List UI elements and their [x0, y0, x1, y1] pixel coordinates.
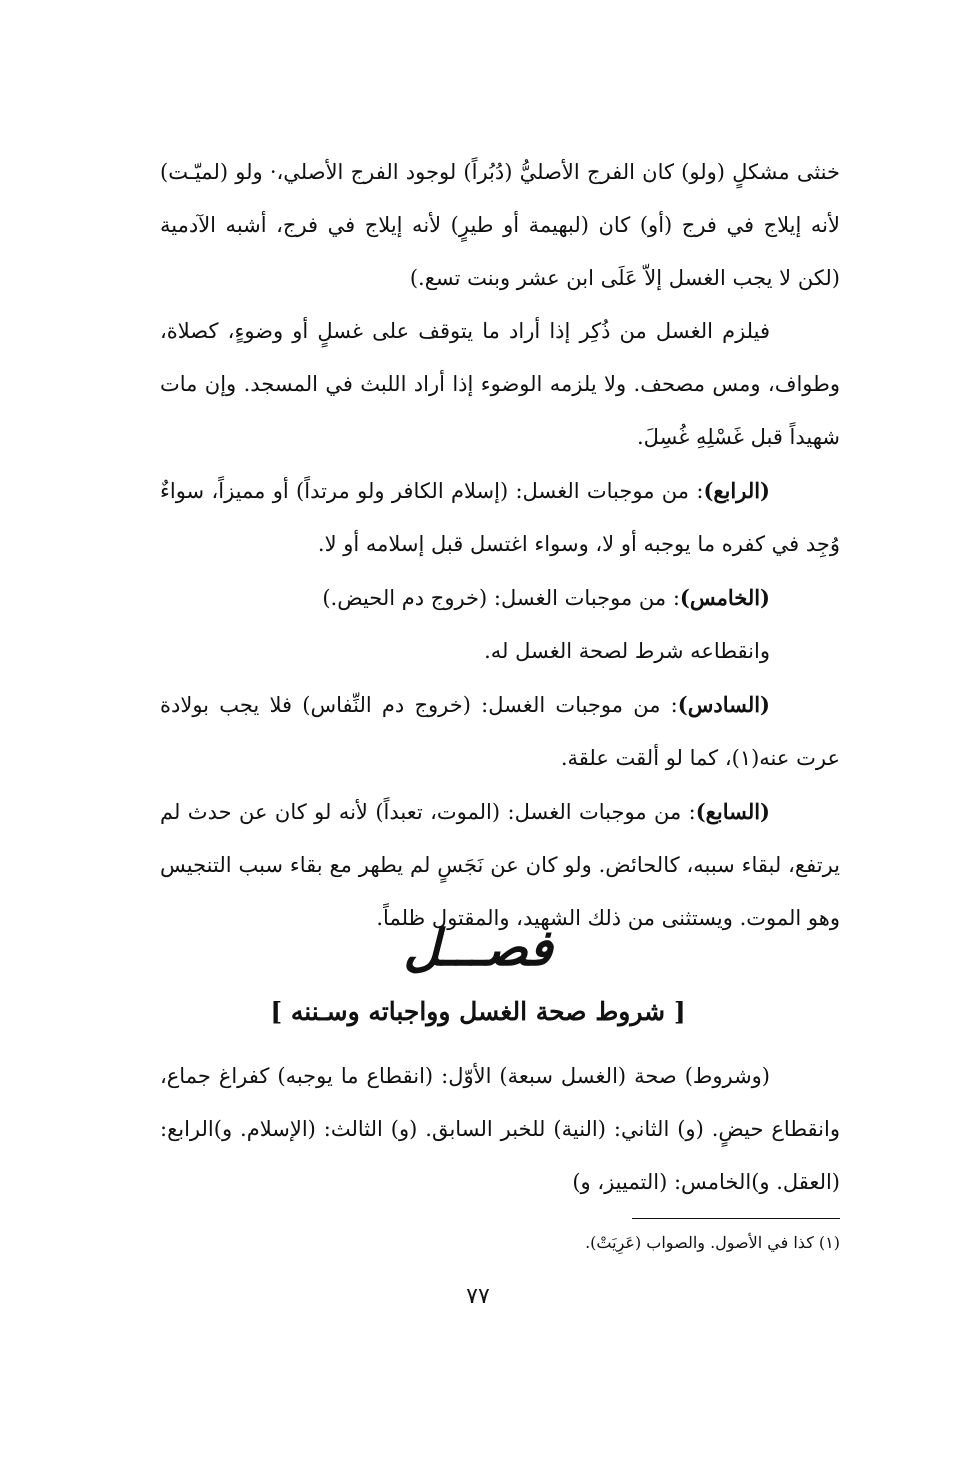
paragraph-text: خنثى مشكلٍ (ولو) كان الفرج الأصليُّ (دُبُراً) لوجود الفرج الأصلي،· ولو (لميّـت) لأنه إيلاج في فرج (أو) كان (لبهيمة أو طيرٍ) لأنه إيلاج في فرج، أشبه الآدمية (لكن لا يجب الغسل إلاّ عَلَى ابن عشر وبنت تسع.) — [160, 160, 840, 290]
page-number: ٧٧ — [466, 1284, 490, 1309]
paragraph-6 — [160, 678, 840, 785]
paragraph-2 — [160, 305, 840, 464]
paragraph-5 — [160, 625, 840, 678]
paragraph-text: وانقطاعه شرط لصحة الغسل له. — [484, 639, 770, 663]
paragraph-lead: (الرابع) — [703, 478, 770, 503]
section-heading: فصـــل — [403, 918, 553, 977]
paragraph-lead: (الخامس) — [679, 585, 770, 610]
paragraph-lead: (السادس) — [677, 692, 770, 717]
paragraph-text: : من موجبات الغسل: (الموت، تعبداً) لأنه لو كان عن حدث لم يرتفع، لبقاء سببه، كالحائض. ولو كان عن نَجَسٍ لم يطهر مع بقاء سبب التنجيس وهو الموت. ويستثنى من ذلك الشهيد، والمقتول ظلماً. — [160, 800, 840, 930]
body-text-top — [160, 146, 840, 945]
footnote-separator — [632, 1218, 840, 1219]
paragraph-1 — [160, 146, 840, 305]
footnote: (١) كذا في الأصول. والصواب (عَرِيَتْ). — [585, 1233, 840, 1252]
paragraph-text: (وشروط) صحة (الغسل سبعة) الأوّل: (انقطاع ما يوجبه) كفراغ جماع، وانقطاع حيضٍ. (و) الثاني: (النية) للخبر السابق. (و) الثالث: (الإسلام. و)الرابع: (العقل. و)الخامس: (التمييز، و) — [160, 1064, 840, 1194]
paragraph-text: : من موجبات الغسل: (إسلام الكافر ولو مرتداً) أو مميزاً، سواءٌ وُجِد في كفره ما يوجبه أو لا، وسواء اغتسل قبل إسلامه أو لا. — [160, 479, 840, 556]
body-text-bottom — [160, 1050, 840, 1209]
paragraph-8 — [160, 1050, 840, 1209]
paragraph-text: : من موجبات الغسل: (خروج دم النِّفاس) فلا يجب بولادة عرت عنه(١)، كما لو ألقت علقة. — [160, 693, 840, 770]
paragraph-4 — [160, 571, 840, 625]
paragraph-3 — [160, 464, 840, 571]
section-title: [ شروط صحة الغسل وواجباته وسـننه ] — [270, 997, 686, 1026]
paragraph-text: فيلزم الغسل من ذُكِر إذا أراد ما يتوقف على غسلٍ أو وضوءٍ، كصلاة، وطواف، ومس مصحف. ولا يلزمه الوضوء إذا أراد اللبث في المسجد. وإن مات شهيداً قبل غَسْلِهِ غُسِلَ. — [160, 319, 840, 449]
paragraph-text: : من موجبات الغسل: (خروج دم الحيض.) — [322, 586, 680, 610]
paragraph-lead: (السابع) — [695, 799, 770, 824]
